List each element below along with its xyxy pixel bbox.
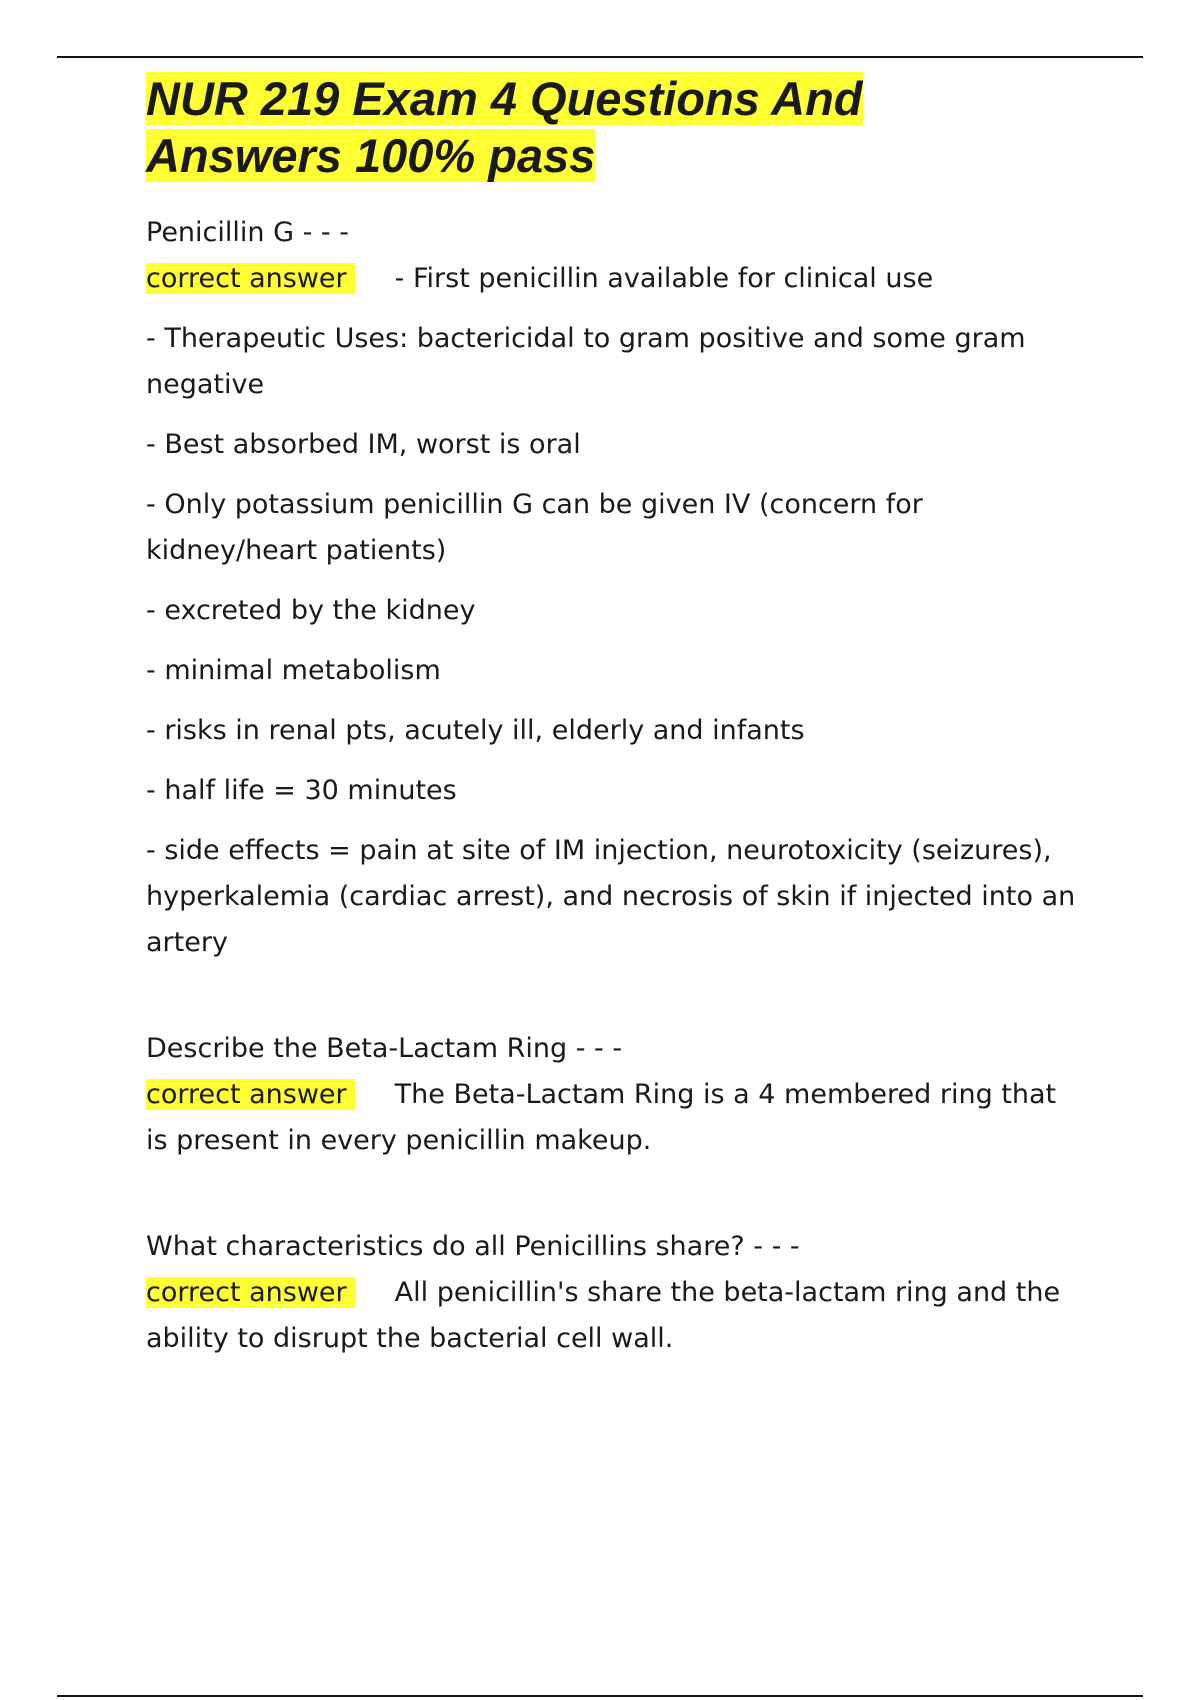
correct-answer-badge: correct answer bbox=[146, 1079, 355, 1110]
answer-bullet: - half life = 30 minutes bbox=[146, 775, 457, 806]
document-title bbox=[146, 70, 1086, 184]
correct-answer-badge: correct answer bbox=[146, 263, 355, 294]
bottom-rule bbox=[57, 1695, 1143, 1697]
document-body bbox=[146, 70, 1086, 1362]
answer-text bbox=[146, 1270, 1086, 1362]
answer-text bbox=[146, 1072, 1086, 1164]
title-line-1: NUR 219 Exam 4 Questions And bbox=[146, 72, 863, 125]
qa-item bbox=[146, 1224, 1086, 1362]
answer-bullet: - minimal metabolism bbox=[146, 655, 441, 686]
question-text: Penicillin G - - - bbox=[146, 217, 349, 248]
answer-body: All penicillin's share the beta-lactam ring and the ability to disrupt the bacterial cell wall. bbox=[146, 1277, 1061, 1354]
answer-body: The Beta-Lactam Ring is a 4 membered ring that is present in every penicillin makeup. bbox=[146, 1079, 1057, 1156]
question-text: Describe the Beta-Lactam Ring - - - bbox=[146, 1033, 623, 1064]
qa-item bbox=[146, 1026, 1086, 1164]
title-line-2: Answers 100% pass bbox=[146, 129, 596, 182]
answer-bullet: - Only potassium penicillin G can be given IV (concern for kidney/heart patients) bbox=[146, 489, 923, 566]
answer-bullet: - excreted by the kidney bbox=[146, 595, 476, 626]
answer-body: - First penicillin available for clinical use bbox=[394, 263, 934, 294]
correct-answer-badge: correct answer bbox=[146, 1277, 355, 1308]
answer-text bbox=[146, 256, 1086, 302]
answer-bullet: - risks in renal pts, acutely ill, elderly and infants bbox=[146, 715, 805, 746]
top-rule bbox=[57, 56, 1143, 58]
question-text: What characteristics do all Penicillins share? - - - bbox=[146, 1231, 800, 1262]
qa-item bbox=[146, 210, 1086, 966]
answer-bullet: - Therapeutic Uses: bactericidal to gram positive and some gram negative bbox=[146, 323, 1026, 400]
answer-bullet: - Best absorbed IM, worst is oral bbox=[146, 429, 581, 460]
answer-bullet: - side effects = pain at site of IM injection, neurotoxicity (seizures), hyperkalemia (cardiac arrest), and necrosis of skin if injected into an artery bbox=[146, 835, 1076, 958]
